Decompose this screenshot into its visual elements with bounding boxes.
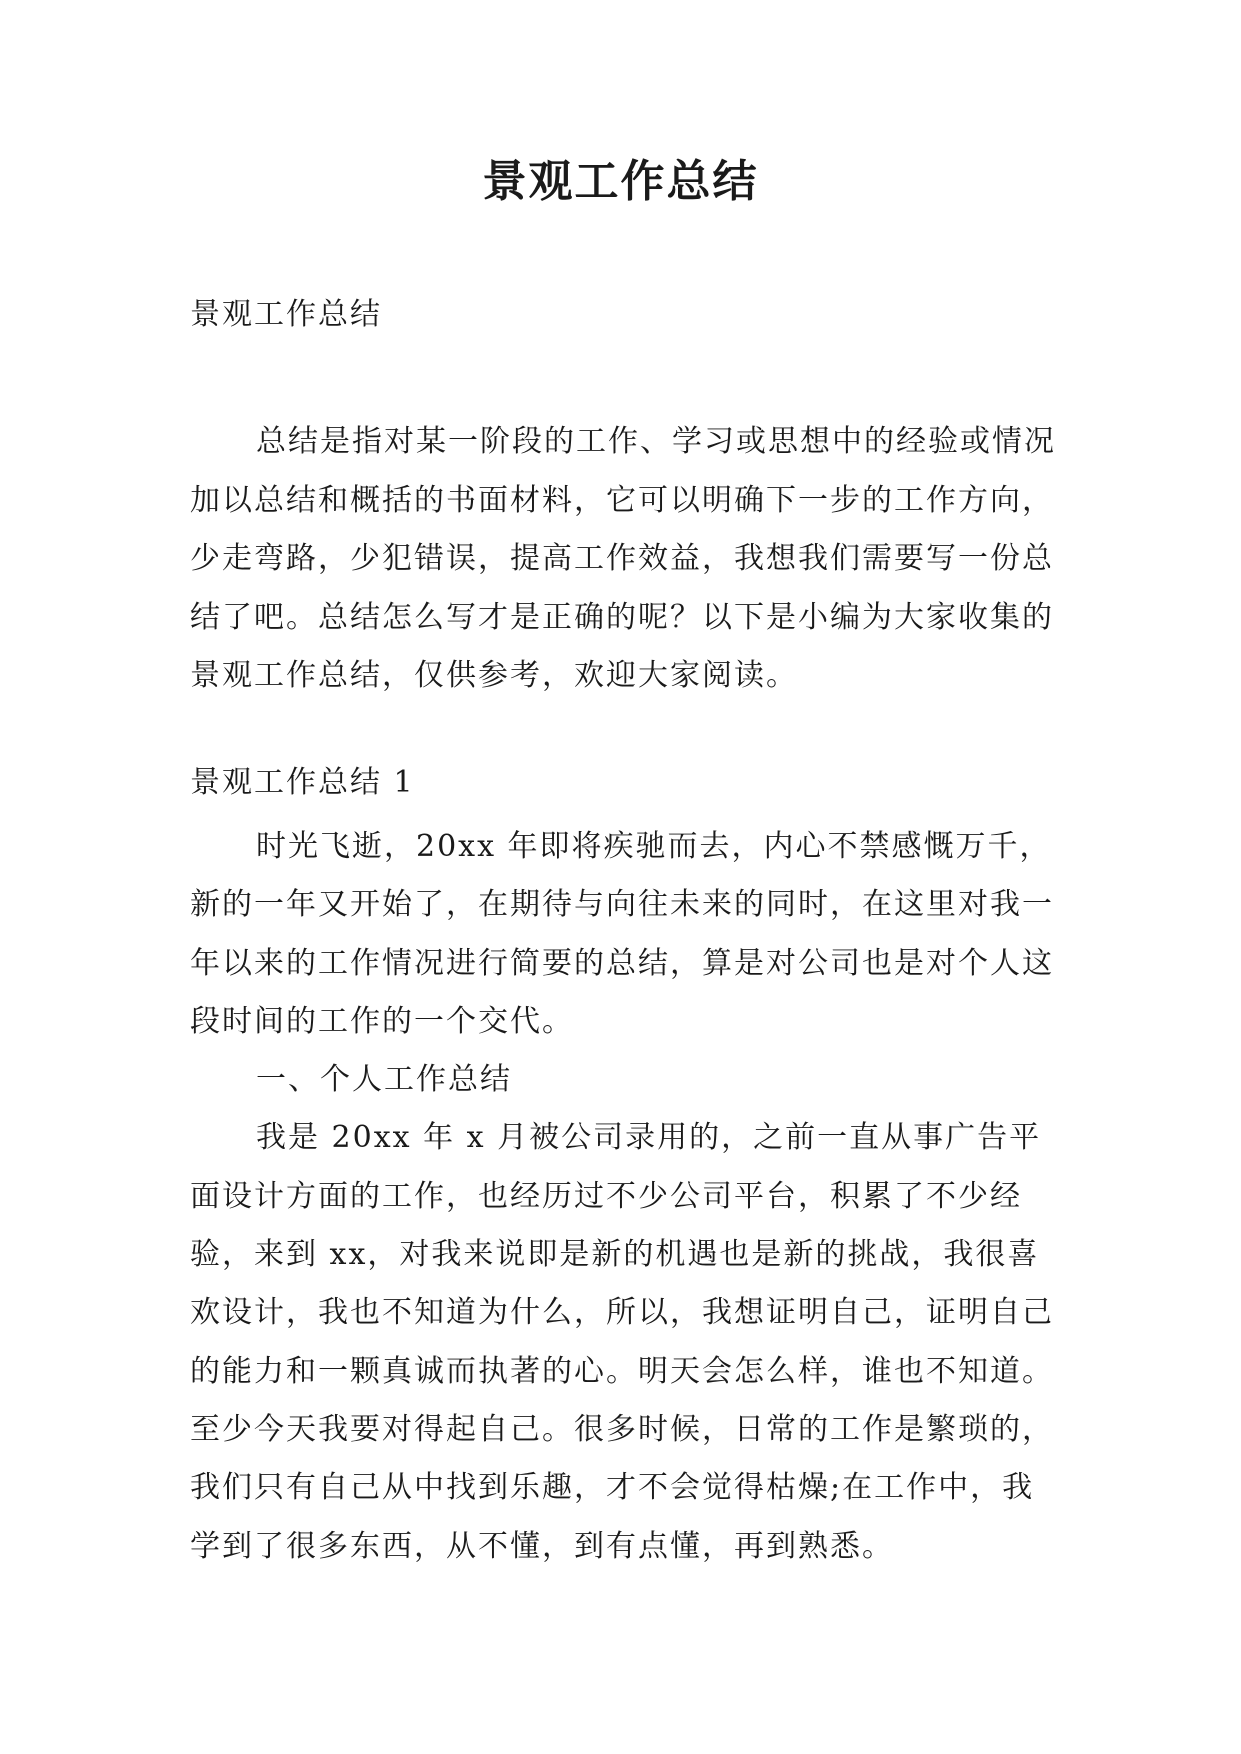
body-paragraph: 时光飞逝，20xx 年即将疾驰而去，内心不禁感慨万千，新的一年又开始了，在期待与向往未来的同时，在这里对我一年以来的工作情况进行简要的总结，算是对公司也是对个人这段时间的工作的一个交代。: [190, 829, 1054, 1039]
document-subtitle: 景观工作总结: [190, 297, 382, 332]
intro-paragraph: 总结是指对某一阶段的工作、学习或思想中的经验或情况加以总结和概括的书面材料，它可以明确下一步的工作方向，少走弯路，少犯错误，提高工作效益，我想我们需要写一份总结了吧。总结怎么写才是正确的呢？以下是小编为大家收集的景观工作总结，仅供参考，欢迎大家阅读。: [190, 424, 1056, 693]
body-paragraph: 我是 20xx 年 x 月被公司录用的，之前一直从事广告平面设计方面的工作，也经历过不少公司平台，积累了不少经验，来到 xx，对我来说即是新的机遇也是新的挑战，我很喜欢设计，我也不知道为什么，所以，我想证明自己，证明自己的能力和一颗真诚而执著的心。明天会怎么样，谁也不知道。至少今天我要对得起自己。很多时候，日常的工作是繁琐的，我们只有自己从中找到乐趣，才不会觉得枯燥;在工作中，我学到了很多东西，从不懂，到有点懂，再到熟悉。: [190, 1120, 1054, 1564]
subsection-heading: 一、个人工作总结: [256, 1062, 512, 1098]
document-title: 景观工作总结: [482, 156, 759, 207]
section-body: [190, 818, 1060, 1576]
section-heading: 景观工作总结 1: [190, 765, 415, 800]
